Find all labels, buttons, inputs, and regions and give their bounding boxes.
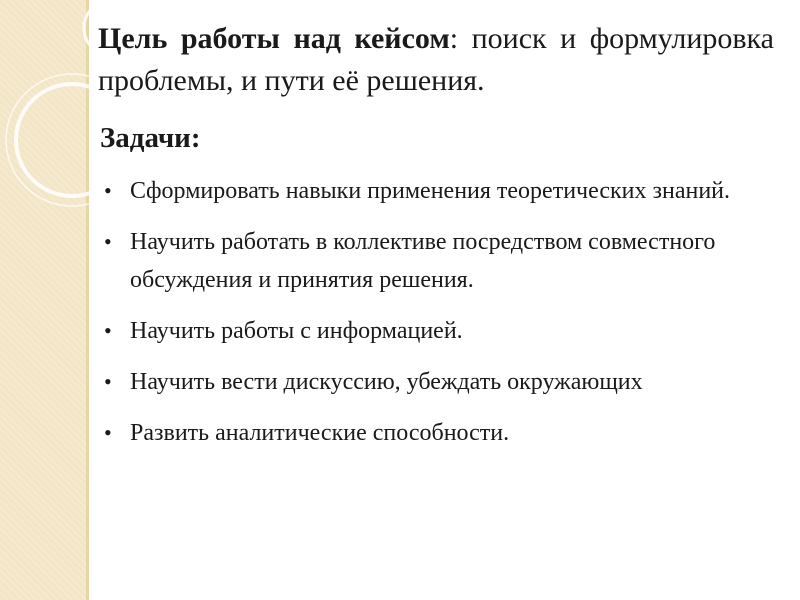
task-item <box>100 414 780 452</box>
bullet-icon: • <box>104 420 112 445</box>
title-strong-part: Цель работы над кейсом <box>98 22 450 55</box>
task-item <box>100 223 780 299</box>
task-text: Сформировать навыки применения теоретических знаний. <box>130 178 731 204</box>
task-item <box>100 312 780 350</box>
task-text: Научить работать в коллективе посредством совместного обсуждения и принятия решения. <box>130 229 716 293</box>
bullet-icon: • <box>104 178 112 203</box>
tasks-heading: Задачи: <box>100 122 201 154</box>
task-text: Научить вести дискуссию, убеждать окружающих <box>130 369 643 395</box>
task-item <box>100 363 780 401</box>
slide-title <box>98 18 774 102</box>
task-item <box>100 172 780 210</box>
task-list <box>100 172 780 465</box>
bullet-icon: • <box>104 229 112 254</box>
bullet-icon: • <box>104 369 112 394</box>
bullet-icon: • <box>104 318 112 343</box>
title-rest-part: : поиск и формулировка проблемы, и пути её решения. <box>98 22 774 97</box>
task-text: Развить аналитические способности. <box>130 420 510 446</box>
task-text: Научить работы с информацией. <box>130 318 463 344</box>
